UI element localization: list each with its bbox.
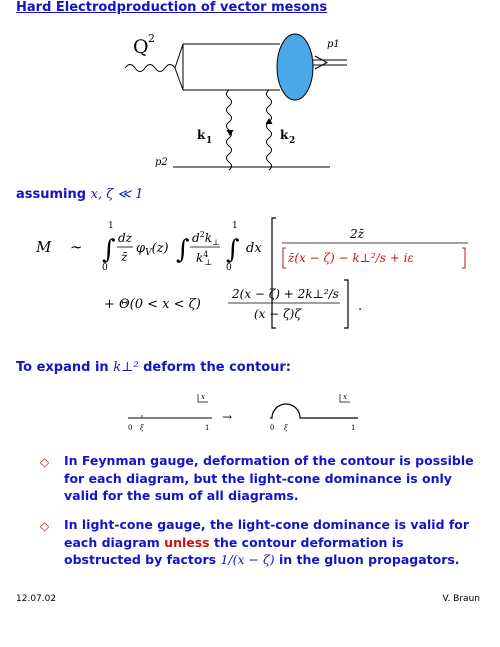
contour-arrow: → <box>222 410 233 424</box>
eq-sim: ∼ <box>70 238 83 256</box>
eq-lhs: M <box>36 238 52 256</box>
feynman-diagram <box>115 22 365 174</box>
k1-subscript: 1 <box>206 136 213 146</box>
svg-text:k4⊥: $k^4$ ⊥ <box>196 250 212 267</box>
svg-text:∫: ∫ <box>176 235 190 265</box>
assumption-line <box>16 187 143 202</box>
p1-label: p1 <box>327 39 340 50</box>
highlight-unless: unless <box>164 534 210 550</box>
bullet-text <box>64 516 484 569</box>
k2-subscript: 2 <box>289 136 296 146</box>
right-label-xi: ξ <box>284 424 288 432</box>
contour-diagram <box>120 388 370 438</box>
gluon-k2 <box>267 90 272 170</box>
right-label-1: 1 <box>351 424 356 432</box>
meson-blob <box>277 34 313 100</box>
bullet-math: 1/(x − ζ) <box>220 552 275 567</box>
assumption-word: assuming <box>16 187 87 202</box>
bullet-text-part1: In light-cone gauge, the light-cone dominance is valid for each diagram <box>64 517 470 550</box>
int3-upper: 1 <box>232 221 238 231</box>
expand-math: k⊥² <box>113 360 139 375</box>
eq-numerator: 2z̄ <box>350 227 364 241</box>
p2-label: p2 <box>155 157 168 168</box>
eq-denominator: z̄(x − ζ) − k⊥²/s + iε <box>288 251 414 265</box>
k1-label: k <box>197 128 206 142</box>
eq-theta: + Θ(0 < x < ζ) <box>104 297 201 312</box>
bullet-text: In Feynman gauge, deformation of the contour is possible for each diagram, but the light-cone dominance is only valid for the sum of all diagrams. <box>64 453 474 503</box>
x-marker-left: x <box>201 393 205 401</box>
footer-date: 12.07.02 <box>16 594 57 604</box>
svg-text:d2k⊥: $d^2k_\perp$ <box>192 230 220 247</box>
int3-lower: 0 <box>226 263 232 273</box>
contour-line-right <box>270 404 358 418</box>
left-label-xi: ξ <box>140 424 144 432</box>
svg-text:φV(z): $\varphi_V(z)$ <box>136 241 169 258</box>
outgoing-arrow <box>315 56 327 69</box>
left-label-0: 0 <box>128 424 133 432</box>
k2-label: k <box>280 128 289 142</box>
svg-text:dz: dz <box>118 231 133 245</box>
expand-heading <box>16 360 291 375</box>
photon-line <box>125 65 175 72</box>
bullet-text-part2: the contour deformation is obstructed by factors <box>64 534 404 567</box>
assumption-math: x, ζ ≪ 1 <box>90 187 144 202</box>
int1-upper: 1 <box>108 221 114 231</box>
expand-text-after: deform the contour: <box>143 360 291 375</box>
svg-text:z̄: z̄ <box>121 250 128 264</box>
svg-text:.: . <box>358 299 363 314</box>
amplitude-equation <box>20 214 480 334</box>
left-label-1: 1 <box>205 424 210 432</box>
svg-text:dx: dx <box>246 241 262 256</box>
diamond-icon: ◇ <box>40 455 50 469</box>
diamond-icon: ◇ <box>40 519 50 533</box>
svg-text:∫: ∫ <box>102 235 116 265</box>
footer-author: V. Braun <box>442 594 480 604</box>
bullet-text-part3: in the gluon propagators. <box>274 552 460 567</box>
expand-text-before: To expand in <box>16 360 109 375</box>
eq-frac2-num: 2(x − ζ) + 2k⊥²/s <box>232 287 339 301</box>
eq-frac2-den: (x − ζ)ζ <box>254 307 301 321</box>
slide-title: Hard Electrodproduction of vector mesons <box>16 0 328 15</box>
q2-superscript: 2 <box>148 32 155 45</box>
right-label-0: 0 <box>270 424 275 432</box>
x-marker-right: x <box>343 393 347 401</box>
svg-text:∫: ∫ <box>226 235 240 265</box>
q2-label: Q <box>133 36 149 58</box>
int1-lower: 0 <box>102 263 108 273</box>
